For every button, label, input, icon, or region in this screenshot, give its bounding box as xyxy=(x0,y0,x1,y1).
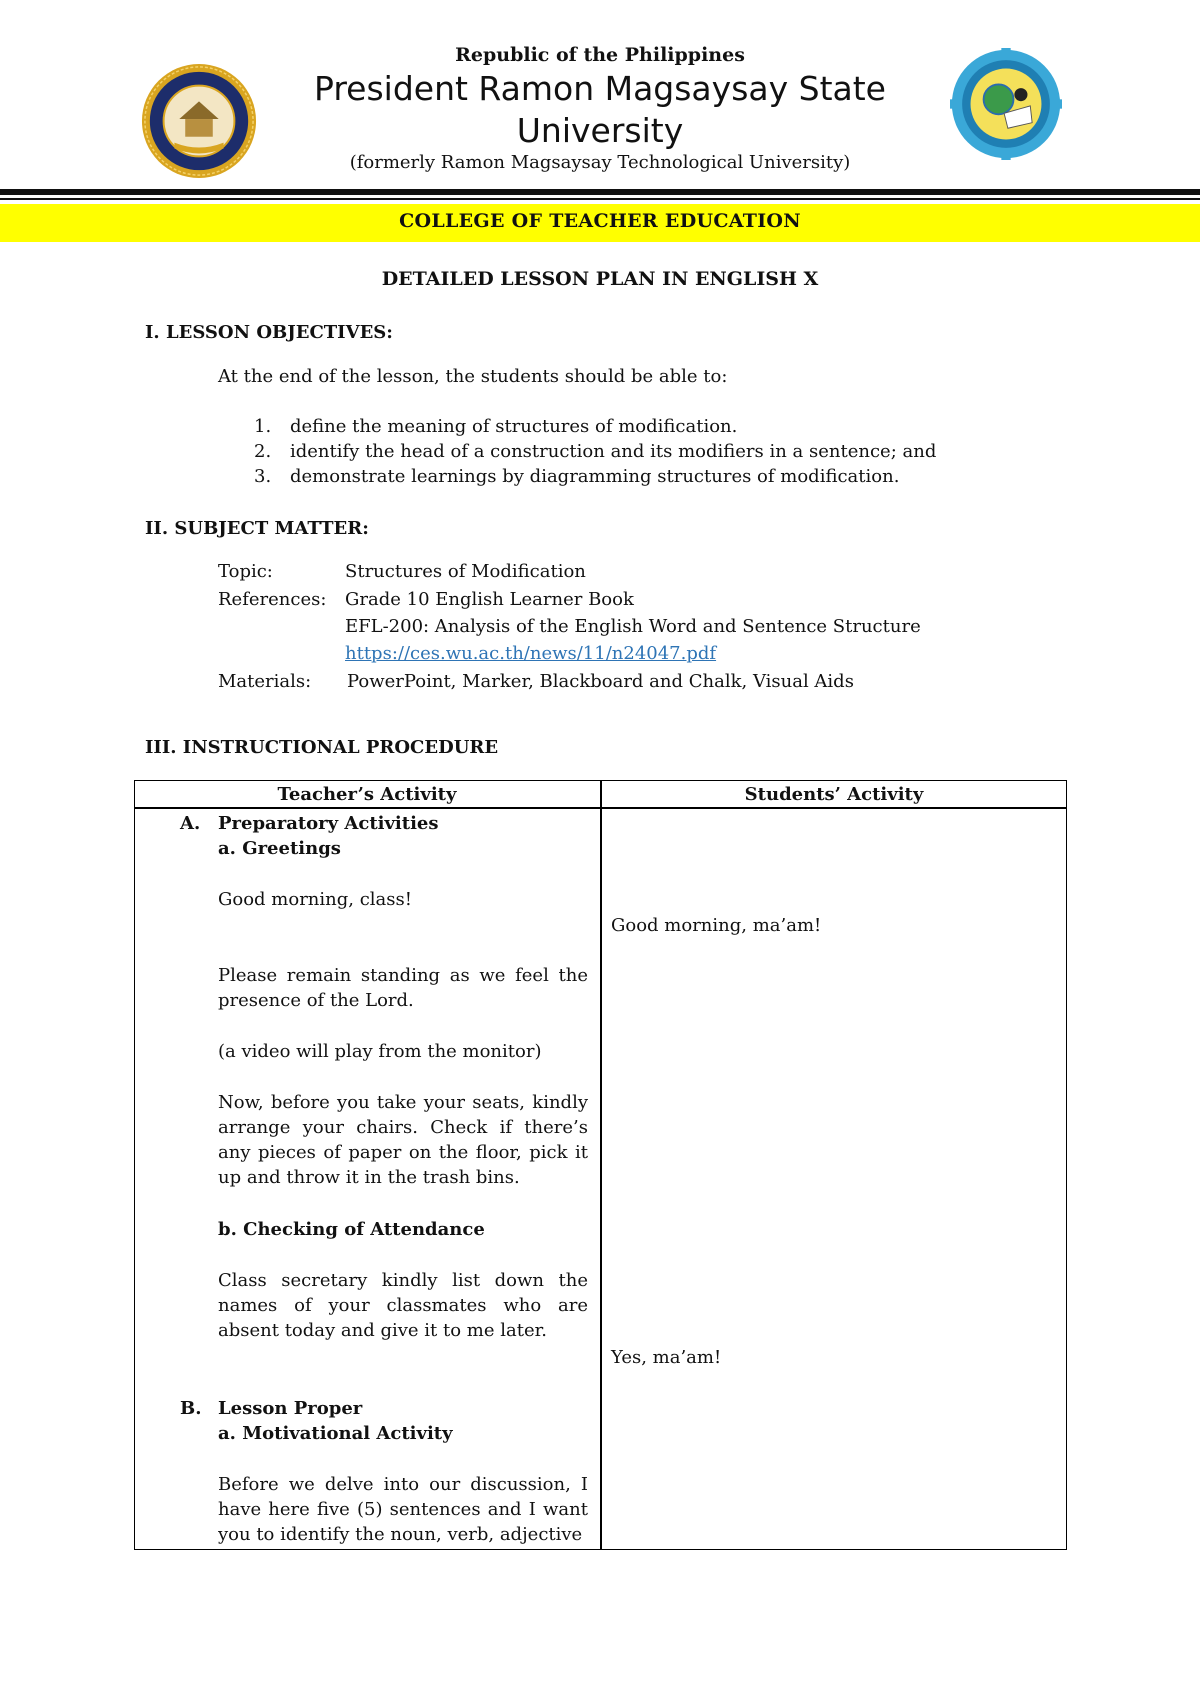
university-name-line1: President Ramon Magsaysay State xyxy=(314,69,886,108)
column-header-teacher: Teacher’s Activity xyxy=(277,784,457,805)
objective-number: 1. xyxy=(254,416,272,437)
reference-link[interactable]: https://ces.wu.ac.th/news/11/n24047.pdf xyxy=(345,643,717,664)
student-line: Yes, ma’am! xyxy=(611,1347,722,1368)
header-rule-thin xyxy=(0,198,1200,200)
objective-number: 2. xyxy=(254,441,272,462)
materials-label: Materials: xyxy=(218,671,312,692)
subject-matter-heading: II. SUBJECT MATTER: xyxy=(145,518,369,539)
subsection-heading: b. Checking of Attendance xyxy=(218,1219,485,1240)
republic-line: Republic of the Philippines xyxy=(455,44,745,66)
reference-item: EFL-200: Analysis of the English Word and Sentence Structure xyxy=(345,616,921,637)
teacher-line: (a video will play from the monitor) xyxy=(218,1041,542,1062)
teacher-line: Now, before you take your seats, kindly arrange your chairs. Check if there’s any pieces of paper on the floor, pick it up and throw it in the trash bins. xyxy=(218,1092,588,1188)
subsection-heading: a. Greetings xyxy=(218,838,341,859)
references-label: References: xyxy=(218,589,327,610)
college-name: COLLEGE OF TEACHER EDUCATION xyxy=(399,210,801,232)
objectives-intro: At the end of the lesson, the students should be able to: xyxy=(218,366,728,387)
topic-value: Structures of Modification xyxy=(345,561,586,582)
column-header-students: Students’ Activity xyxy=(744,784,924,805)
subsection-heading: a. Motivational Activity xyxy=(218,1423,453,1444)
formerly-line: (formerly Ramon Magsaysay Technological University) xyxy=(349,152,851,173)
section-letter: A. xyxy=(180,813,201,834)
document-title: DETAILED LESSON PLAN IN ENGLISH X xyxy=(381,268,819,290)
objective-item: define the meaning of structures of modification. xyxy=(290,416,738,437)
section-heading: Preparatory Activities xyxy=(218,813,439,834)
objective-item: identify the head of a construction and its modifiers in a sentence; and xyxy=(290,441,937,462)
teacher-line: Before we delve into our discussion, I have here five (5) sentences and I want you to identify the noun, verb, adjective xyxy=(218,1474,588,1545)
university-name-line2: University xyxy=(516,111,684,150)
header-rule-thick xyxy=(0,189,1200,195)
teacher-line: Good morning, class! xyxy=(218,889,412,910)
table-header-divider xyxy=(134,807,1067,809)
student-line: Good morning, ma’am! xyxy=(611,915,822,936)
objectives-heading: I. LESSON OBJECTIVES: xyxy=(145,322,393,343)
section-heading: Lesson Proper xyxy=(218,1398,363,1419)
procedure-heading: III. INSTRUCTIONAL PROCEDURE xyxy=(145,737,499,758)
teacher-line: Please remain standing as we feel the presence of the Lord. xyxy=(218,965,588,1011)
teacher-line: Class secretary kindly list down the names of your classmates who are absent today and give it to me later. xyxy=(218,1270,588,1341)
table-column-divider xyxy=(600,780,602,1550)
materials-value: PowerPoint, Marker, Blackboard and Chalk, Visual Aids xyxy=(347,671,854,692)
topic-label: Topic: xyxy=(218,561,273,582)
objective-number: 3. xyxy=(254,466,272,487)
objective-item: demonstrate learnings by diagramming structures of modification. xyxy=(290,466,900,487)
section-letter: B. xyxy=(180,1398,202,1419)
reference-item: Grade 10 English Learner Book xyxy=(345,589,634,610)
university-name xyxy=(300,68,900,152)
